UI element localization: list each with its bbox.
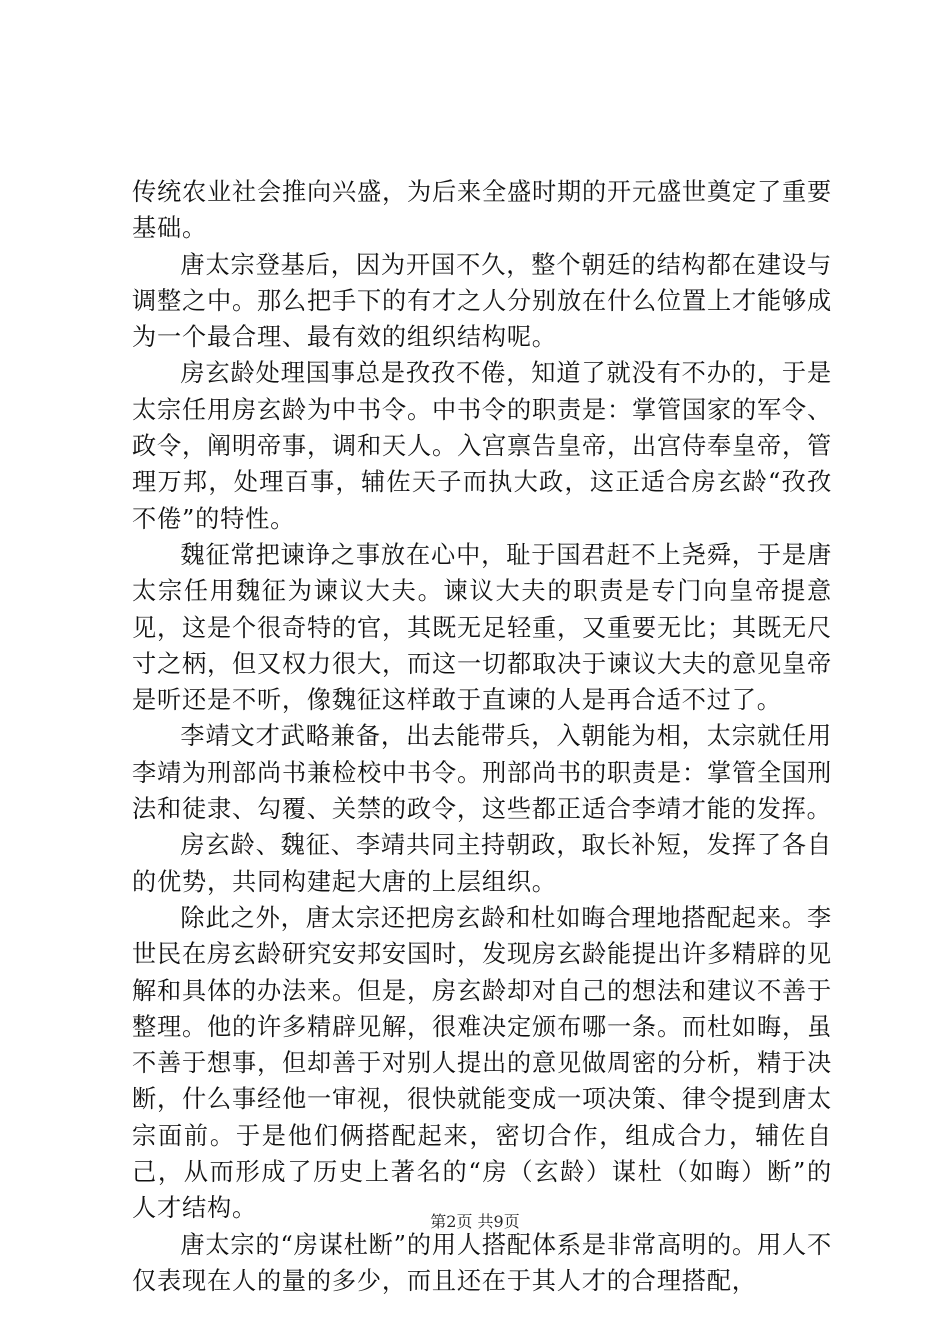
paragraph: 房玄龄处理国事总是孜孜不倦，知道了就没有不办的，于是太宗任用房玄龄为中书令。中书令的职责是：掌管国家的军令、政令，阐明帝事，调和天人。入宫禀告皇帝，出宫侍奉皇帝，管理万邦，处理百事，辅佐天子而执大政，这正适合房玄龄“孜孜不倦”的特性。 xyxy=(132,359,832,533)
paragraph: 唐太宗登基后，因为开国不久，整个朝廷的结构都在建设与调整之中。那么把手下的有才之人分别放在什么位置上才能够成为一个最合理、最有效的组织结构呢。 xyxy=(132,250,832,352)
paragraph: 魏征常把谏诤之事放在心中，耻于国君赶不上尧舜，于是唐太宗任用魏征为谏议大夫。谏议大夫的职责是专门向皇帝提意见，这是个很奇特的官，其既无足轻重，又重要无比；其既无尺寸之柄，但又权力很大，而这一切都取决于谏议大夫的意见皇帝是听还是不听，像魏征这样敢于直谏的人是再合适不过了。 xyxy=(132,540,832,715)
paragraph: 李靖文才武略兼备，出去能带兵，入朝能为相，太宗就任用李靖为刑部尚书兼检校中书令。刑部尚书的职责是：掌管全国刑法和徒隶、勾覆、关禁的政令，这些都正适合李靖才能的发挥。 xyxy=(132,722,832,824)
document-body xyxy=(132,174,832,1299)
paragraph: 唐太宗的“房谋杜断”的用人搭配体系是非常高明的。用人不仅表现在人的量的多少，而且还在于其人才的合理搭配， xyxy=(132,1230,832,1295)
paragraph: 除此之外，唐太宗还把房玄龄和杜如晦合理地搭配起来。李世民在房玄龄研究安邦安国时，发现房玄龄能提出许多精辟的见解和具体的办法来。但是，房玄龄却对自己的想法和建议不善于整理。他的许多精辟见解，很难决定颁布哪一条。而杜如晦，虽不善于想事，但却善于对别人提出的意见做周密的分析，精于决断，什么事经他一审视，很快就能变成一项决策、律令提到唐太宗面前。于是他们俩搭配起来，密切合作，组成合力，辅佐自己，从而形成了历史上著名的“房（玄龄）谋杜（如晦）断”的人才结构。 xyxy=(132,903,832,1223)
paragraph: 房玄龄、魏征、李靖共同主持朝政，取长补短，发挥了各自的优势，共同构建起大唐的上层组织。 xyxy=(132,831,832,896)
page-number-footer: 第2页 共9页 xyxy=(430,1212,520,1231)
paragraph: 传统农业社会推向兴盛，为后来全盛时期的开元盛世奠定了重要基础。 xyxy=(132,178,832,243)
